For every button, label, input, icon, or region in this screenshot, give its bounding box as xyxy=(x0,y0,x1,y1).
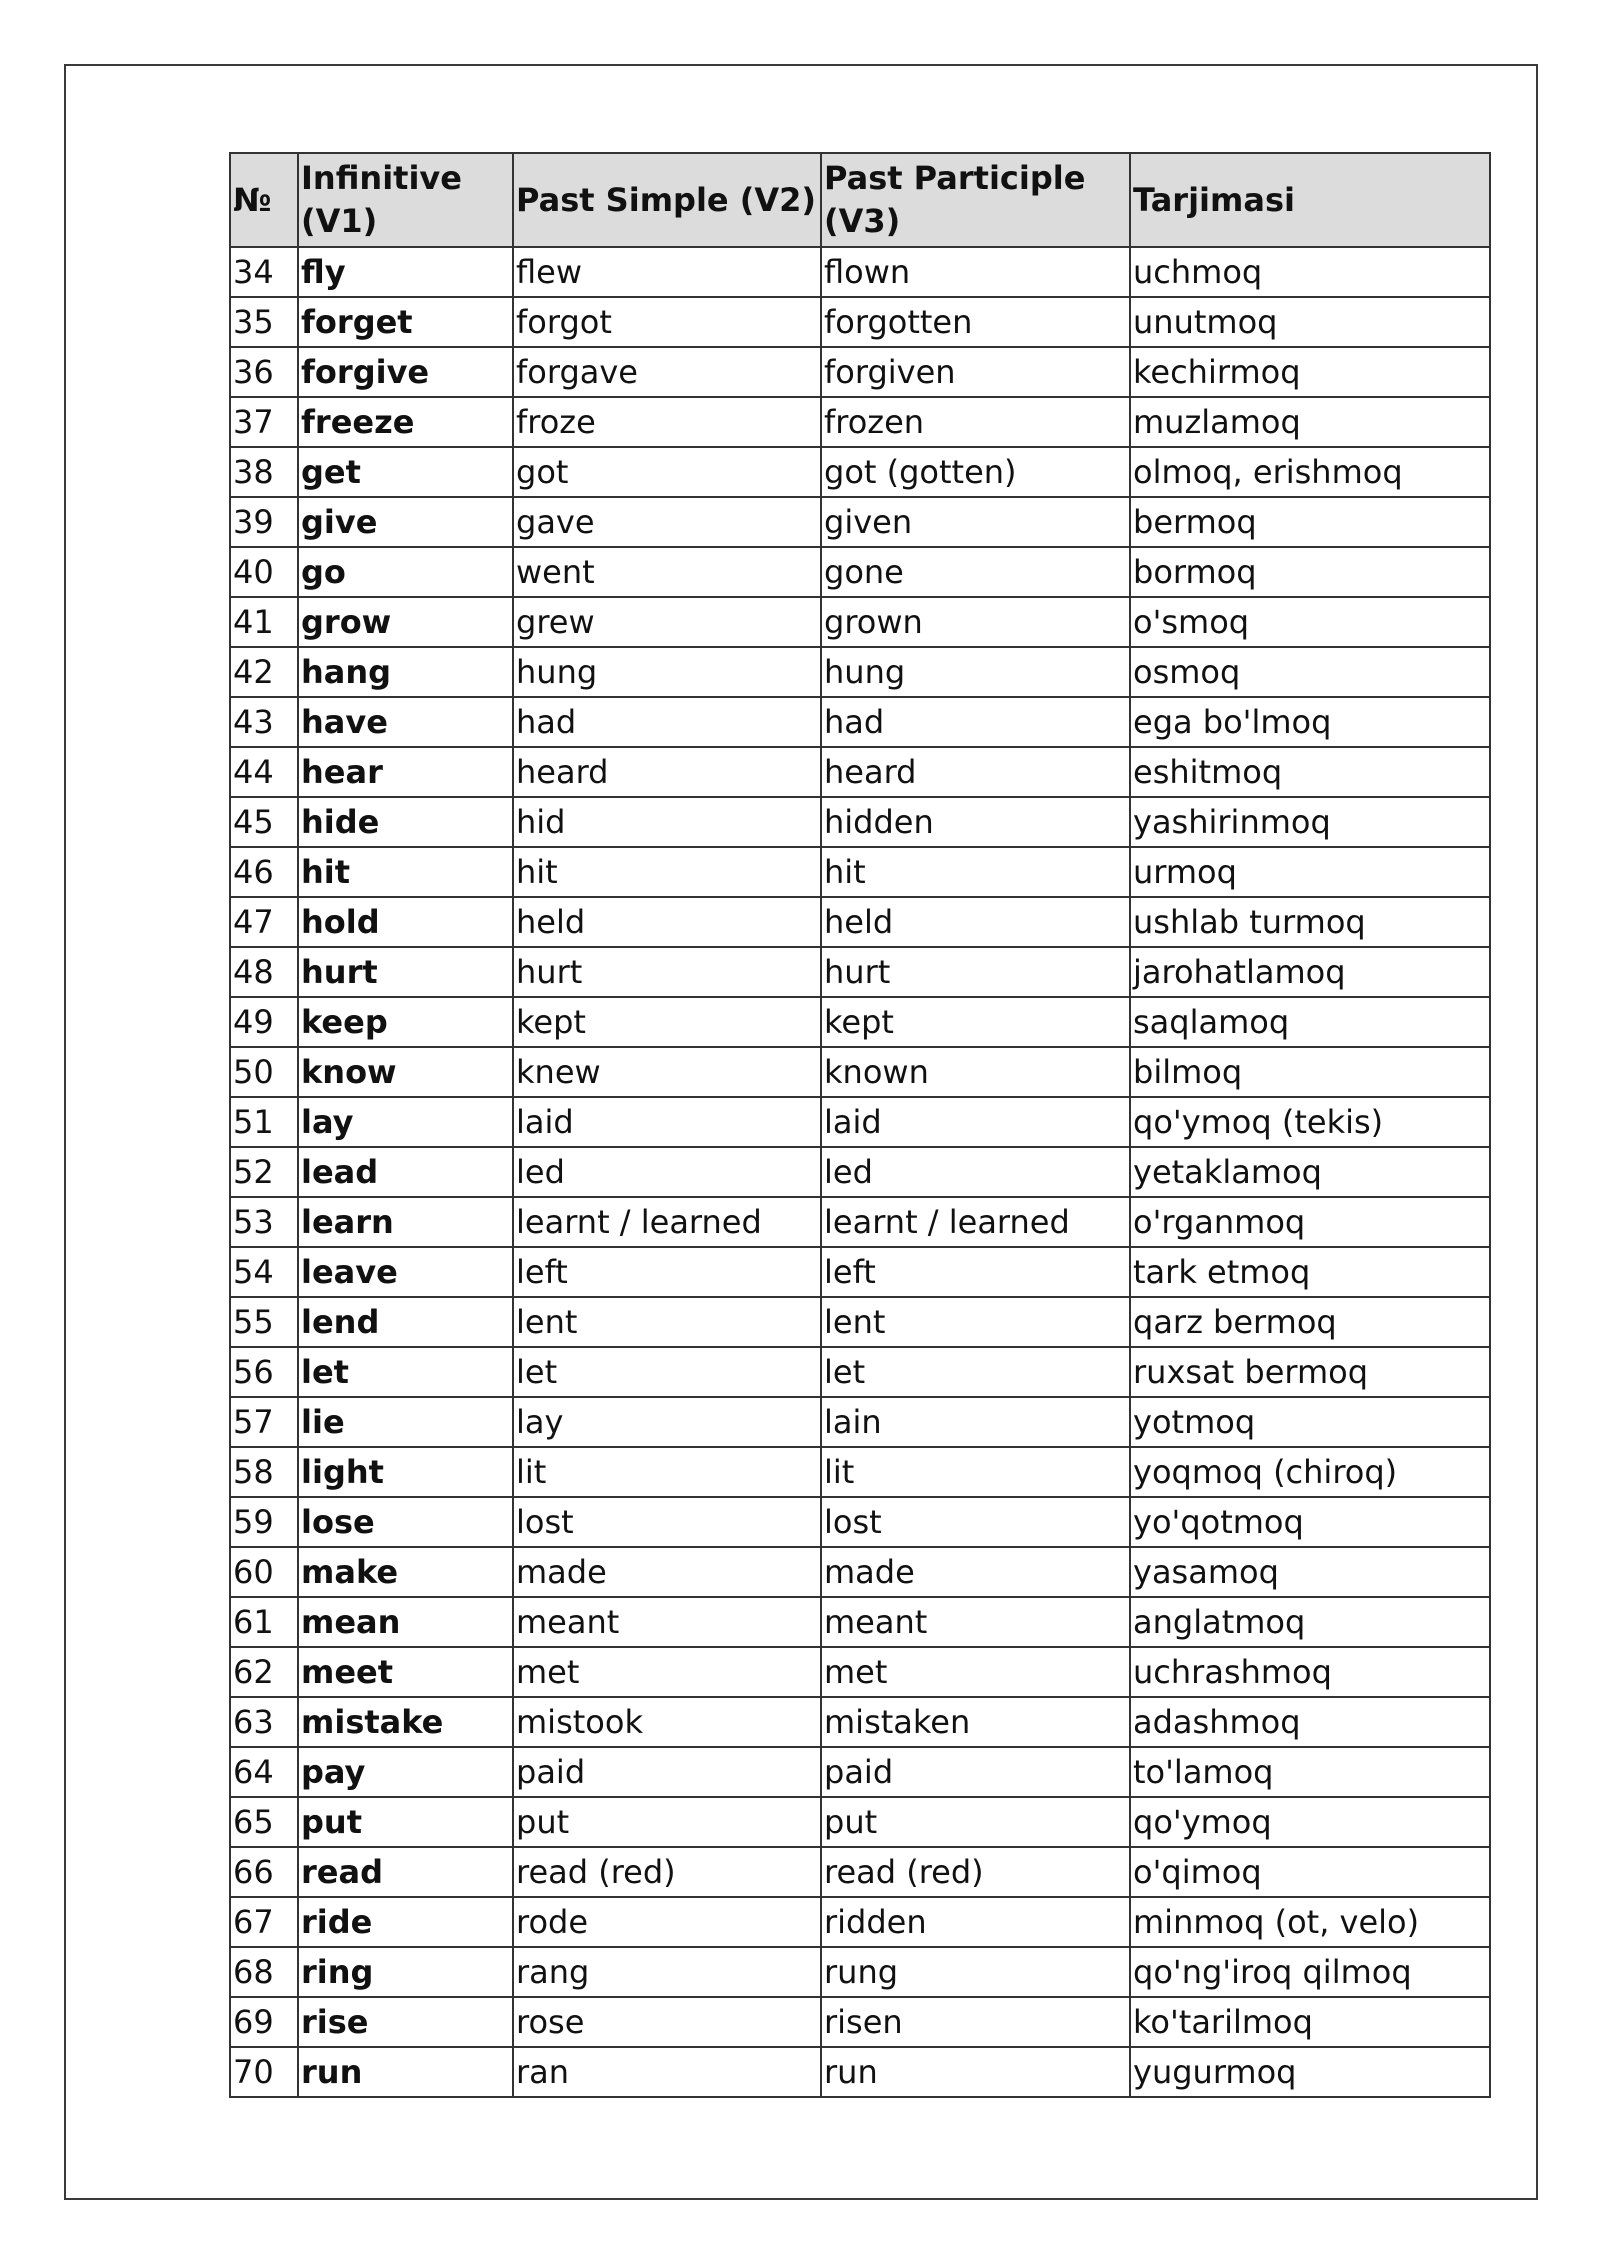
cell-number: 44 xyxy=(230,747,298,797)
cell-past-simple: lit xyxy=(513,1447,821,1497)
table-row xyxy=(230,1347,1490,1397)
cell-past-simple: led xyxy=(513,1147,821,1197)
cell-past-participle: meant xyxy=(821,1597,1130,1647)
cell-past-simple: got xyxy=(513,447,821,497)
cell-translation: qo'ng'iroq qilmoq xyxy=(1130,1947,1490,1997)
cell-past-simple: went xyxy=(513,547,821,597)
cell-infinitive: meet xyxy=(298,1647,513,1697)
cell-translation: unutmoq xyxy=(1130,297,1490,347)
cell-past-participle: given xyxy=(821,497,1130,547)
cell-past-participle: forgiven xyxy=(821,347,1130,397)
cell-translation: o'smoq xyxy=(1130,597,1490,647)
header-past-participle: Past Participle (V3) xyxy=(821,153,1130,247)
cell-translation: bilmoq xyxy=(1130,1047,1490,1097)
cell-infinitive: lie xyxy=(298,1397,513,1447)
cell-infinitive: let xyxy=(298,1347,513,1397)
cell-past-simple: hid xyxy=(513,797,821,847)
cell-infinitive: lead xyxy=(298,1147,513,1197)
cell-past-participle: gone xyxy=(821,547,1130,597)
cell-infinitive: hear xyxy=(298,747,513,797)
cell-infinitive: put xyxy=(298,1797,513,1847)
table-row xyxy=(230,1247,1490,1297)
cell-past-simple: gave xyxy=(513,497,821,547)
cell-translation: kechirmoq xyxy=(1130,347,1490,397)
cell-translation: bermoq xyxy=(1130,497,1490,547)
cell-number: 52 xyxy=(230,1147,298,1197)
cell-number: 65 xyxy=(230,1797,298,1847)
cell-number: 41 xyxy=(230,597,298,647)
cell-infinitive: hurt xyxy=(298,947,513,997)
cell-past-participle: lain xyxy=(821,1397,1130,1447)
cell-past-simple: rode xyxy=(513,1897,821,1947)
cell-past-participle: got (gotten) xyxy=(821,447,1130,497)
cell-infinitive: learn xyxy=(298,1197,513,1247)
cell-number: 34 xyxy=(230,247,298,297)
table-row xyxy=(230,1597,1490,1647)
cell-past-participle: paid xyxy=(821,1747,1130,1797)
cell-translation: osmoq xyxy=(1130,647,1490,697)
cell-number: 43 xyxy=(230,697,298,747)
table-row xyxy=(230,1897,1490,1947)
cell-translation: olmoq, erishmoq xyxy=(1130,447,1490,497)
cell-translation: ushlab turmoq xyxy=(1130,897,1490,947)
cell-translation: uchmoq xyxy=(1130,247,1490,297)
cell-translation: ruxsat bermoq xyxy=(1130,1347,1490,1397)
cell-infinitive: mean xyxy=(298,1597,513,1647)
cell-infinitive: go xyxy=(298,547,513,597)
table-row xyxy=(230,347,1490,397)
table-body xyxy=(230,247,1490,2097)
cell-translation: o'qimoq xyxy=(1130,1847,1490,1897)
cell-translation: saqlamoq xyxy=(1130,997,1490,1047)
cell-past-participle: hung xyxy=(821,647,1130,697)
cell-translation: bormoq xyxy=(1130,547,1490,597)
cell-number: 35 xyxy=(230,297,298,347)
cell-number: 55 xyxy=(230,1297,298,1347)
cell-infinitive: mistake xyxy=(298,1697,513,1747)
table-row xyxy=(230,447,1490,497)
cell-translation: adashmoq xyxy=(1130,1697,1490,1747)
cell-past-participle: lit xyxy=(821,1447,1130,1497)
cell-past-participle: forgotten xyxy=(821,297,1130,347)
cell-number: 38 xyxy=(230,447,298,497)
cell-translation: yashirinmoq xyxy=(1130,797,1490,847)
cell-infinitive: lay xyxy=(298,1097,513,1147)
cell-past-participle: mistaken xyxy=(821,1697,1130,1747)
cell-past-participle: flown xyxy=(821,247,1130,297)
cell-number: 48 xyxy=(230,947,298,997)
cell-infinitive: grow xyxy=(298,597,513,647)
cell-past-simple: met xyxy=(513,1647,821,1697)
table-row xyxy=(230,1947,1490,1997)
cell-past-simple: kept xyxy=(513,997,821,1047)
cell-number: 59 xyxy=(230,1497,298,1547)
cell-past-participle: left xyxy=(821,1247,1130,1297)
cell-number: 49 xyxy=(230,997,298,1047)
cell-past-simple: rang xyxy=(513,1947,821,1997)
table-row xyxy=(230,297,1490,347)
table-row xyxy=(230,497,1490,547)
cell-past-simple: mistook xyxy=(513,1697,821,1747)
cell-infinitive: run xyxy=(298,2047,513,2097)
cell-translation: urmoq xyxy=(1130,847,1490,897)
cell-infinitive: make xyxy=(298,1547,513,1597)
cell-number: 37 xyxy=(230,397,298,447)
cell-past-participle: heard xyxy=(821,747,1130,797)
cell-past-participle: made xyxy=(821,1547,1130,1597)
cell-past-simple: forgot xyxy=(513,297,821,347)
cell-past-simple: learnt / learned xyxy=(513,1197,821,1247)
cell-past-participle: laid xyxy=(821,1097,1130,1147)
cell-past-participle: lost xyxy=(821,1497,1130,1547)
cell-infinitive: hide xyxy=(298,797,513,847)
cell-past-simple: rose xyxy=(513,1997,821,2047)
cell-past-simple: knew xyxy=(513,1047,821,1097)
cell-past-participle: run xyxy=(821,2047,1130,2097)
cell-past-participle: hit xyxy=(821,847,1130,897)
cell-infinitive: get xyxy=(298,447,513,497)
cell-number: 47 xyxy=(230,897,298,947)
irregular-verbs-table xyxy=(229,152,1491,2098)
table-row xyxy=(230,597,1490,647)
table-row xyxy=(230,1997,1490,2047)
cell-infinitive: know xyxy=(298,1047,513,1097)
cell-translation: qarz bermoq xyxy=(1130,1297,1490,1347)
cell-past-simple: put xyxy=(513,1797,821,1847)
header-number: № xyxy=(230,153,298,247)
table-row xyxy=(230,697,1490,747)
cell-translation: yo'qotmoq xyxy=(1130,1497,1490,1547)
cell-past-simple: held xyxy=(513,897,821,947)
table-header-row xyxy=(230,153,1490,247)
cell-number: 60 xyxy=(230,1547,298,1597)
cell-translation: ko'tarilmoq xyxy=(1130,1997,1490,2047)
cell-translation: qo'ymoq xyxy=(1130,1797,1490,1847)
cell-infinitive: forgive xyxy=(298,347,513,397)
cell-translation: yetaklamoq xyxy=(1130,1147,1490,1197)
cell-number: 53 xyxy=(230,1197,298,1247)
table-row xyxy=(230,1797,1490,1847)
cell-past-participle: hidden xyxy=(821,797,1130,847)
cell-past-participle: ridden xyxy=(821,1897,1130,1947)
cell-number: 63 xyxy=(230,1697,298,1747)
cell-number: 61 xyxy=(230,1597,298,1647)
cell-infinitive: hold xyxy=(298,897,513,947)
cell-past-simple: ran xyxy=(513,2047,821,2097)
table-row xyxy=(230,2047,1490,2097)
cell-infinitive: forget xyxy=(298,297,513,347)
cell-past-participle: met xyxy=(821,1647,1130,1697)
header-past-simple: Past Simple (V2) xyxy=(513,153,821,247)
cell-number: 70 xyxy=(230,2047,298,2097)
table-row xyxy=(230,847,1490,897)
cell-infinitive: ride xyxy=(298,1897,513,1947)
cell-past-participle: hurt xyxy=(821,947,1130,997)
cell-past-simple: meant xyxy=(513,1597,821,1647)
cell-translation: yugurmoq xyxy=(1130,2047,1490,2097)
cell-translation: qo'ymoq (tekis) xyxy=(1130,1097,1490,1147)
cell-translation: yoqmoq (chiroq) xyxy=(1130,1447,1490,1497)
cell-infinitive: fly xyxy=(298,247,513,297)
cell-number: 42 xyxy=(230,647,298,697)
cell-translation: anglatmoq xyxy=(1130,1597,1490,1647)
cell-translation: minmoq (ot, velo) xyxy=(1130,1897,1490,1947)
cell-number: 40 xyxy=(230,547,298,597)
cell-past-simple: lay xyxy=(513,1397,821,1447)
table-row xyxy=(230,1047,1490,1097)
cell-past-simple: had xyxy=(513,697,821,747)
cell-past-simple: let xyxy=(513,1347,821,1397)
cell-translation: o'rganmoq xyxy=(1130,1197,1490,1247)
cell-translation: muzlamoq xyxy=(1130,397,1490,447)
cell-infinitive: rise xyxy=(298,1997,513,2047)
cell-translation: uchrashmoq xyxy=(1130,1647,1490,1697)
cell-infinitive: pay xyxy=(298,1747,513,1797)
cell-number: 46 xyxy=(230,847,298,897)
cell-infinitive: have xyxy=(298,697,513,747)
cell-past-simple: grew xyxy=(513,597,821,647)
cell-number: 62 xyxy=(230,1647,298,1697)
cell-infinitive: hang xyxy=(298,647,513,697)
cell-past-simple: hit xyxy=(513,847,821,897)
cell-number: 50 xyxy=(230,1047,298,1097)
cell-past-simple: froze xyxy=(513,397,821,447)
cell-translation: ega bo'lmoq xyxy=(1130,697,1490,747)
cell-past-simple: flew xyxy=(513,247,821,297)
table-row xyxy=(230,1647,1490,1697)
cell-infinitive: leave xyxy=(298,1247,513,1297)
cell-infinitive: give xyxy=(298,497,513,547)
cell-past-simple: hurt xyxy=(513,947,821,997)
table-row xyxy=(230,397,1490,447)
cell-infinitive: keep xyxy=(298,997,513,1047)
cell-past-participle: had xyxy=(821,697,1130,747)
cell-number: 64 xyxy=(230,1747,298,1797)
table-row xyxy=(230,897,1490,947)
table-row xyxy=(230,1097,1490,1147)
cell-number: 56 xyxy=(230,1347,298,1397)
table-row xyxy=(230,1697,1490,1747)
cell-past-participle: led xyxy=(821,1147,1130,1197)
cell-past-participle: risen xyxy=(821,1997,1130,2047)
cell-number: 66 xyxy=(230,1847,298,1897)
cell-past-participle: put xyxy=(821,1797,1130,1847)
table-row xyxy=(230,1747,1490,1797)
cell-infinitive: hit xyxy=(298,847,513,897)
cell-number: 57 xyxy=(230,1397,298,1447)
cell-infinitive: read xyxy=(298,1847,513,1897)
table-row xyxy=(230,1847,1490,1897)
table-row xyxy=(230,547,1490,597)
cell-translation: tark etmoq xyxy=(1130,1247,1490,1297)
cell-past-simple: left xyxy=(513,1247,821,1297)
cell-past-simple: forgave xyxy=(513,347,821,397)
cell-number: 69 xyxy=(230,1997,298,2047)
cell-infinitive: lose xyxy=(298,1497,513,1547)
table-row xyxy=(230,1197,1490,1247)
cell-past-participle: read (red) xyxy=(821,1847,1130,1897)
cell-past-simple: paid xyxy=(513,1747,821,1797)
table-row xyxy=(230,797,1490,847)
cell-past-simple: laid xyxy=(513,1097,821,1147)
cell-past-participle: frozen xyxy=(821,397,1130,447)
table-row xyxy=(230,1547,1490,1597)
cell-translation: to'lamoq xyxy=(1130,1747,1490,1797)
cell-past-simple: lent xyxy=(513,1297,821,1347)
cell-number: 67 xyxy=(230,1897,298,1947)
cell-number: 51 xyxy=(230,1097,298,1147)
header-infinitive: Infinitive (V1) xyxy=(298,153,513,247)
cell-past-simple: heard xyxy=(513,747,821,797)
cell-number: 36 xyxy=(230,347,298,397)
cell-past-participle: rung xyxy=(821,1947,1130,1997)
table-row xyxy=(230,1497,1490,1547)
cell-number: 39 xyxy=(230,497,298,547)
cell-translation: jarohatlamoq xyxy=(1130,947,1490,997)
table-row xyxy=(230,1147,1490,1197)
cell-infinitive: light xyxy=(298,1447,513,1497)
table-row xyxy=(230,247,1490,297)
cell-past-participle: held xyxy=(821,897,1130,947)
cell-past-simple: lost xyxy=(513,1497,821,1547)
cell-past-simple: hung xyxy=(513,647,821,697)
cell-past-participle: learnt / learned xyxy=(821,1197,1130,1247)
cell-translation: yotmoq xyxy=(1130,1397,1490,1447)
cell-number: 45 xyxy=(230,797,298,847)
cell-infinitive: lend xyxy=(298,1297,513,1347)
cell-past-participle: known xyxy=(821,1047,1130,1097)
table-row xyxy=(230,997,1490,1047)
cell-infinitive: ring xyxy=(298,1947,513,1997)
cell-past-participle: grown xyxy=(821,597,1130,647)
cell-infinitive: freeze xyxy=(298,397,513,447)
cell-past-participle: kept xyxy=(821,997,1130,1047)
cell-translation: eshitmoq xyxy=(1130,747,1490,797)
table-row xyxy=(230,647,1490,697)
table-row xyxy=(230,1397,1490,1447)
cell-past-participle: let xyxy=(821,1347,1130,1397)
table-row xyxy=(230,947,1490,997)
table-row xyxy=(230,1297,1490,1347)
header-translation: Tarjimasi xyxy=(1130,153,1490,247)
cell-past-participle: lent xyxy=(821,1297,1130,1347)
cell-number: 54 xyxy=(230,1247,298,1297)
cell-number: 68 xyxy=(230,1947,298,1997)
table-row xyxy=(230,1447,1490,1497)
cell-past-simple: made xyxy=(513,1547,821,1597)
cell-translation: yasamoq xyxy=(1130,1547,1490,1597)
cell-past-simple: read (red) xyxy=(513,1847,821,1897)
table-row xyxy=(230,747,1490,797)
cell-number: 58 xyxy=(230,1447,298,1497)
